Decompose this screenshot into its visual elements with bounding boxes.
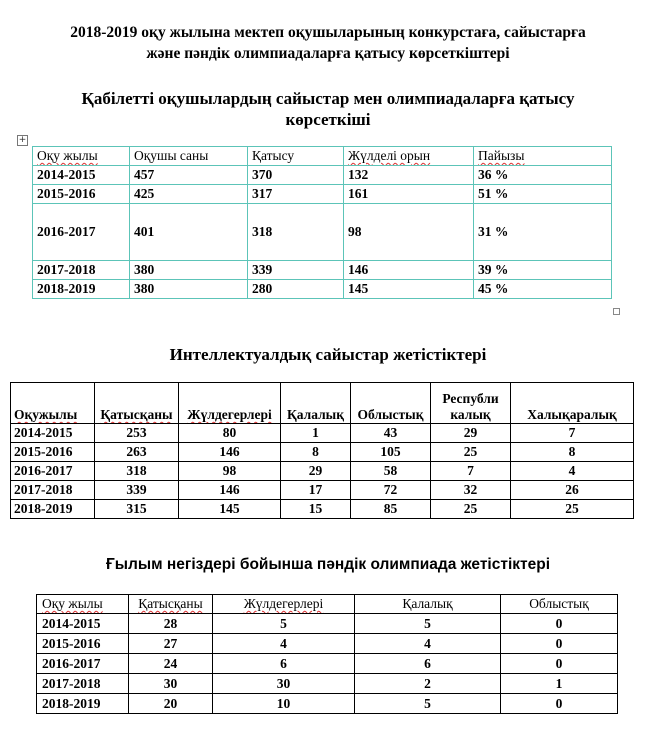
cell-participants: 30 xyxy=(129,674,213,694)
cell-international: 25 xyxy=(511,500,634,519)
header-region: Облыстық xyxy=(351,383,431,424)
table-row xyxy=(37,614,618,634)
cell-percent: 31 % xyxy=(474,204,612,261)
header-city: Қалалық xyxy=(355,595,501,614)
cell-international: 26 xyxy=(511,481,634,500)
cell-region: 105 xyxy=(351,443,431,462)
cell-year: 2015-2016 xyxy=(11,443,95,462)
cell-winners: 5 xyxy=(213,614,355,634)
cell-winners: 145 xyxy=(179,500,281,519)
cell-city: 2 xyxy=(355,674,501,694)
cell-prize: 161 xyxy=(344,185,474,204)
table-row xyxy=(33,166,612,185)
cell-participation: 317 xyxy=(248,185,344,204)
header-republic-line-2: калық xyxy=(450,407,491,422)
table-row xyxy=(37,694,618,714)
cell-year: 2018-2019 xyxy=(11,500,95,519)
table-header-row xyxy=(33,147,612,166)
header-participation: Қатысу xyxy=(248,147,344,166)
cell-region: 43 xyxy=(351,424,431,443)
cell-year: 2014-2015 xyxy=(33,166,130,185)
cell-year: 2014-2015 xyxy=(11,424,95,443)
cell-participants: 20 xyxy=(129,694,213,714)
header-study-year: Оқу жылы xyxy=(37,595,129,614)
table-row xyxy=(33,185,612,204)
cell-city: 5 xyxy=(355,694,501,714)
cell-republic: 25 xyxy=(431,443,511,462)
header-student-count: Оқушы саны xyxy=(130,147,248,166)
header-republic xyxy=(431,383,511,424)
participation-table xyxy=(32,146,612,299)
cell-prize: 146 xyxy=(344,261,474,280)
table-row xyxy=(37,654,618,674)
cell-students: 425 xyxy=(130,185,248,204)
cell-year: 2014-2015 xyxy=(37,614,129,634)
cell-participants: 339 xyxy=(95,481,179,500)
header-prize-winners: Жүлдегерлері xyxy=(213,595,355,614)
cell-year: 2017-2018 xyxy=(37,674,129,694)
cell-city: 29 xyxy=(281,462,351,481)
cell-republic: 7 xyxy=(431,462,511,481)
cell-participation: 339 xyxy=(248,261,344,280)
document-title-line-1: 2018-2019 оқу жылына мектеп оқушыларының конкурстаға, сайыстарға xyxy=(70,24,586,41)
cell-winners: 6 xyxy=(213,654,355,674)
cell-year: 2015-2016 xyxy=(33,185,130,204)
cell-students: 457 xyxy=(130,166,248,185)
cell-region: 72 xyxy=(351,481,431,500)
cell-winners: 10 xyxy=(213,694,355,714)
cell-winners: 80 xyxy=(179,424,281,443)
cell-year: 2017-2018 xyxy=(33,261,130,280)
cell-prize: 98 xyxy=(344,204,474,261)
cell-students: 380 xyxy=(130,261,248,280)
cell-participation: 318 xyxy=(248,204,344,261)
cell-international: 4 xyxy=(511,462,634,481)
cell-prize: 145 xyxy=(344,280,474,299)
cell-winners: 146 xyxy=(179,443,281,462)
cell-international: 8 xyxy=(511,443,634,462)
cell-students: 401 xyxy=(130,204,248,261)
cell-percent: 45 % xyxy=(474,280,612,299)
cell-winners: 146 xyxy=(179,481,281,500)
cell-year: 2016-2017 xyxy=(37,654,129,674)
intellectual-contests-table xyxy=(10,382,634,519)
cell-year: 2018-2019 xyxy=(33,280,130,299)
cell-participation: 370 xyxy=(248,166,344,185)
cell-republic: 25 xyxy=(431,500,511,519)
cell-participants: 27 xyxy=(129,634,213,654)
cell-winners: 4 xyxy=(213,634,355,654)
header-region: Облыстық xyxy=(501,595,618,614)
cell-winners: 98 xyxy=(179,462,281,481)
table-resize-handle[interactable] xyxy=(613,308,620,315)
cell-region: 1 xyxy=(501,674,618,694)
cell-prize: 132 xyxy=(344,166,474,185)
table-header-row xyxy=(37,595,618,614)
cell-city: 4 xyxy=(355,634,501,654)
cell-region: 58 xyxy=(351,462,431,481)
cell-city: 1 xyxy=(281,424,351,443)
table-row xyxy=(37,674,618,694)
cell-year: 2016-2017 xyxy=(33,204,130,261)
table-row xyxy=(11,500,634,519)
cell-winners: 30 xyxy=(213,674,355,694)
cell-year: 2017-2018 xyxy=(11,481,95,500)
cell-students: 380 xyxy=(130,280,248,299)
cell-region: 0 xyxy=(501,694,618,714)
table-row xyxy=(33,280,612,299)
cell-percent: 51 % xyxy=(474,185,612,204)
section1-title xyxy=(0,88,656,130)
cell-participants: 315 xyxy=(95,500,179,519)
document-title-line-2: және пәндік олимпиадаларға қатысу көрсеткіштері xyxy=(146,45,510,62)
header-study-year: Оқу жылы xyxy=(33,147,130,166)
header-city: Қалалық xyxy=(281,383,351,424)
cell-city: 17 xyxy=(281,481,351,500)
cell-city: 15 xyxy=(281,500,351,519)
section3-title: Ғылым негіздері бойынша пәндік олимпиада жетістіктері xyxy=(106,556,550,573)
section2-title: Интеллектуалдық сайыстар жетістіктері xyxy=(169,345,487,364)
cell-city: 6 xyxy=(355,654,501,674)
cell-year: 2016-2017 xyxy=(11,462,95,481)
header-republic-line-1: Республи xyxy=(442,391,499,406)
table-row xyxy=(11,481,634,500)
document-title xyxy=(0,22,656,64)
cell-year: 2018-2019 xyxy=(37,694,129,714)
table-row xyxy=(33,261,612,280)
cell-republic: 32 xyxy=(431,481,511,500)
header-international: Халықаралық xyxy=(511,383,634,424)
section1-title-line-2: көрсеткіші xyxy=(285,110,371,129)
cell-region: 0 xyxy=(501,654,618,674)
cell-city: 5 xyxy=(355,614,501,634)
table-row xyxy=(33,204,612,261)
cell-participants: 253 xyxy=(95,424,179,443)
cell-international: 7 xyxy=(511,424,634,443)
cell-percent: 36 % xyxy=(474,166,612,185)
table-row xyxy=(11,424,634,443)
header-prize-place: Жүлделі орын xyxy=(344,147,474,166)
header-study-year: Оқужылы xyxy=(11,383,95,424)
section1-title-line-1: Қабілетті оқушылардың сайыстар мен олимпиадаларға қатысу xyxy=(81,89,575,108)
table-row xyxy=(37,634,618,654)
table-header-row xyxy=(11,383,634,424)
cell-participants: 263 xyxy=(95,443,179,462)
cell-percent: 39 % xyxy=(474,261,612,280)
header-prize-winners: Жүлдегерлері xyxy=(179,383,281,424)
subject-olympiad-table xyxy=(36,594,618,714)
cell-region: 0 xyxy=(501,634,618,654)
move-handle-icon[interactable]: + xyxy=(18,135,27,145)
cell-city: 8 xyxy=(281,443,351,462)
table-row xyxy=(11,462,634,481)
cell-participants: 28 xyxy=(129,614,213,634)
cell-year: 2015-2016 xyxy=(37,634,129,654)
cell-participation: 280 xyxy=(248,280,344,299)
header-percent: Пайызы xyxy=(474,147,612,166)
cell-participants: 24 xyxy=(129,654,213,674)
cell-participants: 318 xyxy=(95,462,179,481)
header-participants: Қатысқаны xyxy=(95,383,179,424)
table-row xyxy=(11,443,634,462)
cell-republic: 29 xyxy=(431,424,511,443)
cell-region: 85 xyxy=(351,500,431,519)
header-participants: Қатысқаны xyxy=(129,595,213,614)
cell-region: 0 xyxy=(501,614,618,634)
